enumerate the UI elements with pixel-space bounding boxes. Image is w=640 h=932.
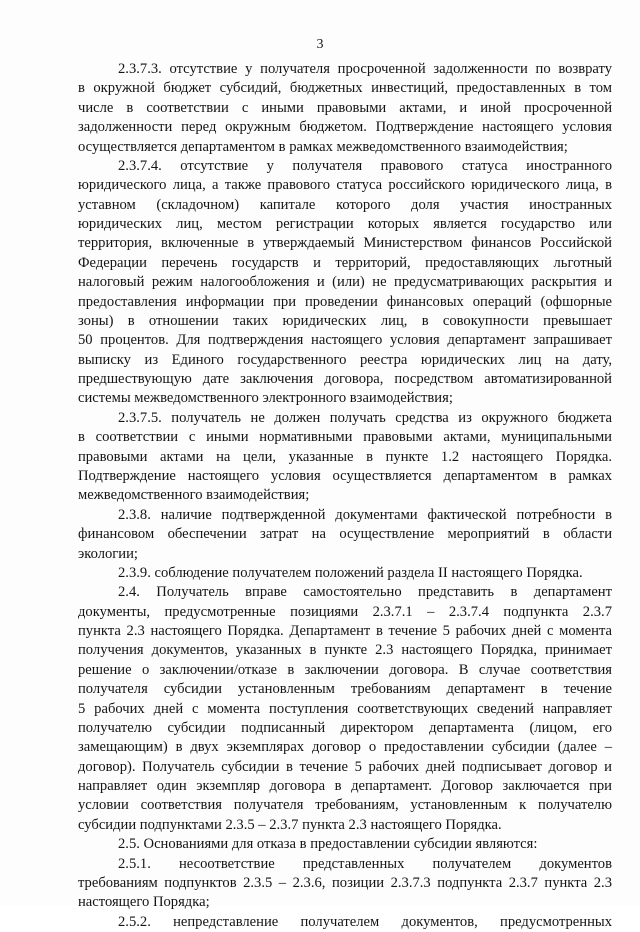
text-line: финансовом обеспечении затрат на осуществление мероприятий в области (78, 526, 612, 542)
text-line: договор). Получатель субсидии в течение 5 рабочих дней подписывает договор и (78, 759, 612, 775)
text-line: системы межведомственного электронного взаимодействия; (78, 390, 453, 406)
text-line: Подтверждение настоящего условия осуществляется департаментом в рамках (78, 468, 612, 484)
text-line: получения документов, указанных в пункте 2.3 настоящего Порядка, принимает (78, 642, 612, 658)
text-line: требованиям подпунктов 2.3.5 – 2.3.6, позиции 2.3.7.3 подпункта 2.3.7 пункта 2.3 (78, 875, 612, 891)
text-line: юридических лиц, местом регистрации которых является государство или (78, 216, 612, 232)
text-line: налоговый режим налогообложения и (или) не предусматривающих раскрытия и (78, 274, 612, 290)
text-line: предоставления информации при проведении финансовых операций (офшорные (78, 294, 612, 310)
text-line: получателя субсидии установленным требованиям департамент в течение (78, 681, 612, 697)
text-line: территория, включенные в утверждаемый Министерством финансов Российской (78, 235, 612, 251)
text-line: 2.3.8. наличие подтвержденной документами фактической потребности в (118, 507, 612, 523)
text-line: уставном (складочном) капитале которого доля участия иностранных (78, 197, 612, 213)
text-line: в окружной бюджет субсидий, бюджетных инвестиций, предоставленных в том (78, 80, 612, 96)
text-line: условии соответствия получателя требованиям, установленным к получателю (78, 797, 612, 813)
text-line: 2.5. Основаниями для отказа в предоставлении субсидии являются: (118, 836, 538, 852)
text-line: правовыми актами на цели, указанные в пункте 1.2 настоящего Порядка. (78, 449, 612, 465)
text-line: 2.4. Получатель вправе самостоятельно представить в департамент (118, 584, 612, 600)
text-line: документы, предусмотренные позициями 2.3.7.1 – 2.3.7.4 подпункта 2.3.7 (78, 604, 612, 620)
text-line: решение о заключении/отказе в заключении договора. В случае соответствия (78, 662, 612, 678)
text-line: экологии; (78, 546, 138, 562)
text-line: получателю субсидии подписанный директором департамента (лицом, его (78, 720, 612, 736)
text-line: числе в соответствии с иными правовыми актами, и иной просроченной (78, 100, 612, 116)
text-line: пункта 2.3 настоящего Порядка. Департамент в течение 5 рабочих дней с момента (78, 623, 612, 639)
text-line: 2.5.1. несоответствие представленных получателем документов (118, 856, 612, 872)
text-line: выписку из Единого государственного реестра юридических лиц на дату, (78, 352, 612, 368)
text-line: 5 рабочих дней с момента поступления соответствующих сведений направляет (78, 701, 612, 717)
text-line: межведомственного взаимодействия; (78, 487, 310, 503)
text-line: осуществляется департаментом в рамках межведомственного взаимодействия; (78, 139, 568, 155)
text-line: 2.5.2. непредставление получателем документов, предусмотренных (118, 914, 612, 930)
text-line: субсидии подпунктами 2.3.5 – 2.3.7 пункта 2.3 настоящего Порядка. (78, 817, 502, 833)
text-line: настоящего Порядка; (78, 894, 210, 910)
text-line: 50 процентов. Для подтверждения настоящего условия департамент запрашивает (78, 332, 612, 348)
text-line: замещающим) в двух экземплярах договор о предоставлении субсидии (далее – (78, 739, 612, 755)
text-line: направляет один экземпляр договора в департамент. Договор заключается при (78, 778, 612, 794)
text-line: 2.3.7.4. отсутствие у получателя правового статуса иностранного (118, 158, 612, 174)
page-number: 3 (316, 37, 324, 52)
text-line: юридического лица, а также правового статуса российского юридического лица, в (78, 177, 612, 193)
text-line: в соответствии с иными нормативными правовыми актами, муниципальными (78, 429, 612, 445)
text-line: 2.3.7.5. получатель не должен получать средства из окружного бюджета (118, 410, 612, 426)
text-line: Федерации перечень государств и территорий, предоставляющих льготный (78, 255, 612, 271)
text-line: 2.3.9. соблюдение получателем положений раздела II настоящего Порядка. (118, 565, 583, 581)
text-line: предшествующую дате заключения договора, посредством автоматизированной (78, 371, 612, 387)
text-line: зоны) в отношении таких юридических лиц, в совокупности превышает (78, 313, 612, 329)
text-line: задолженности перед окружным бюджетом. Подтверждение настоящего условия (78, 119, 612, 135)
text-line: 2.3.7.3. отсутствие у получателя просроченной задолженности по возврату (118, 61, 612, 77)
